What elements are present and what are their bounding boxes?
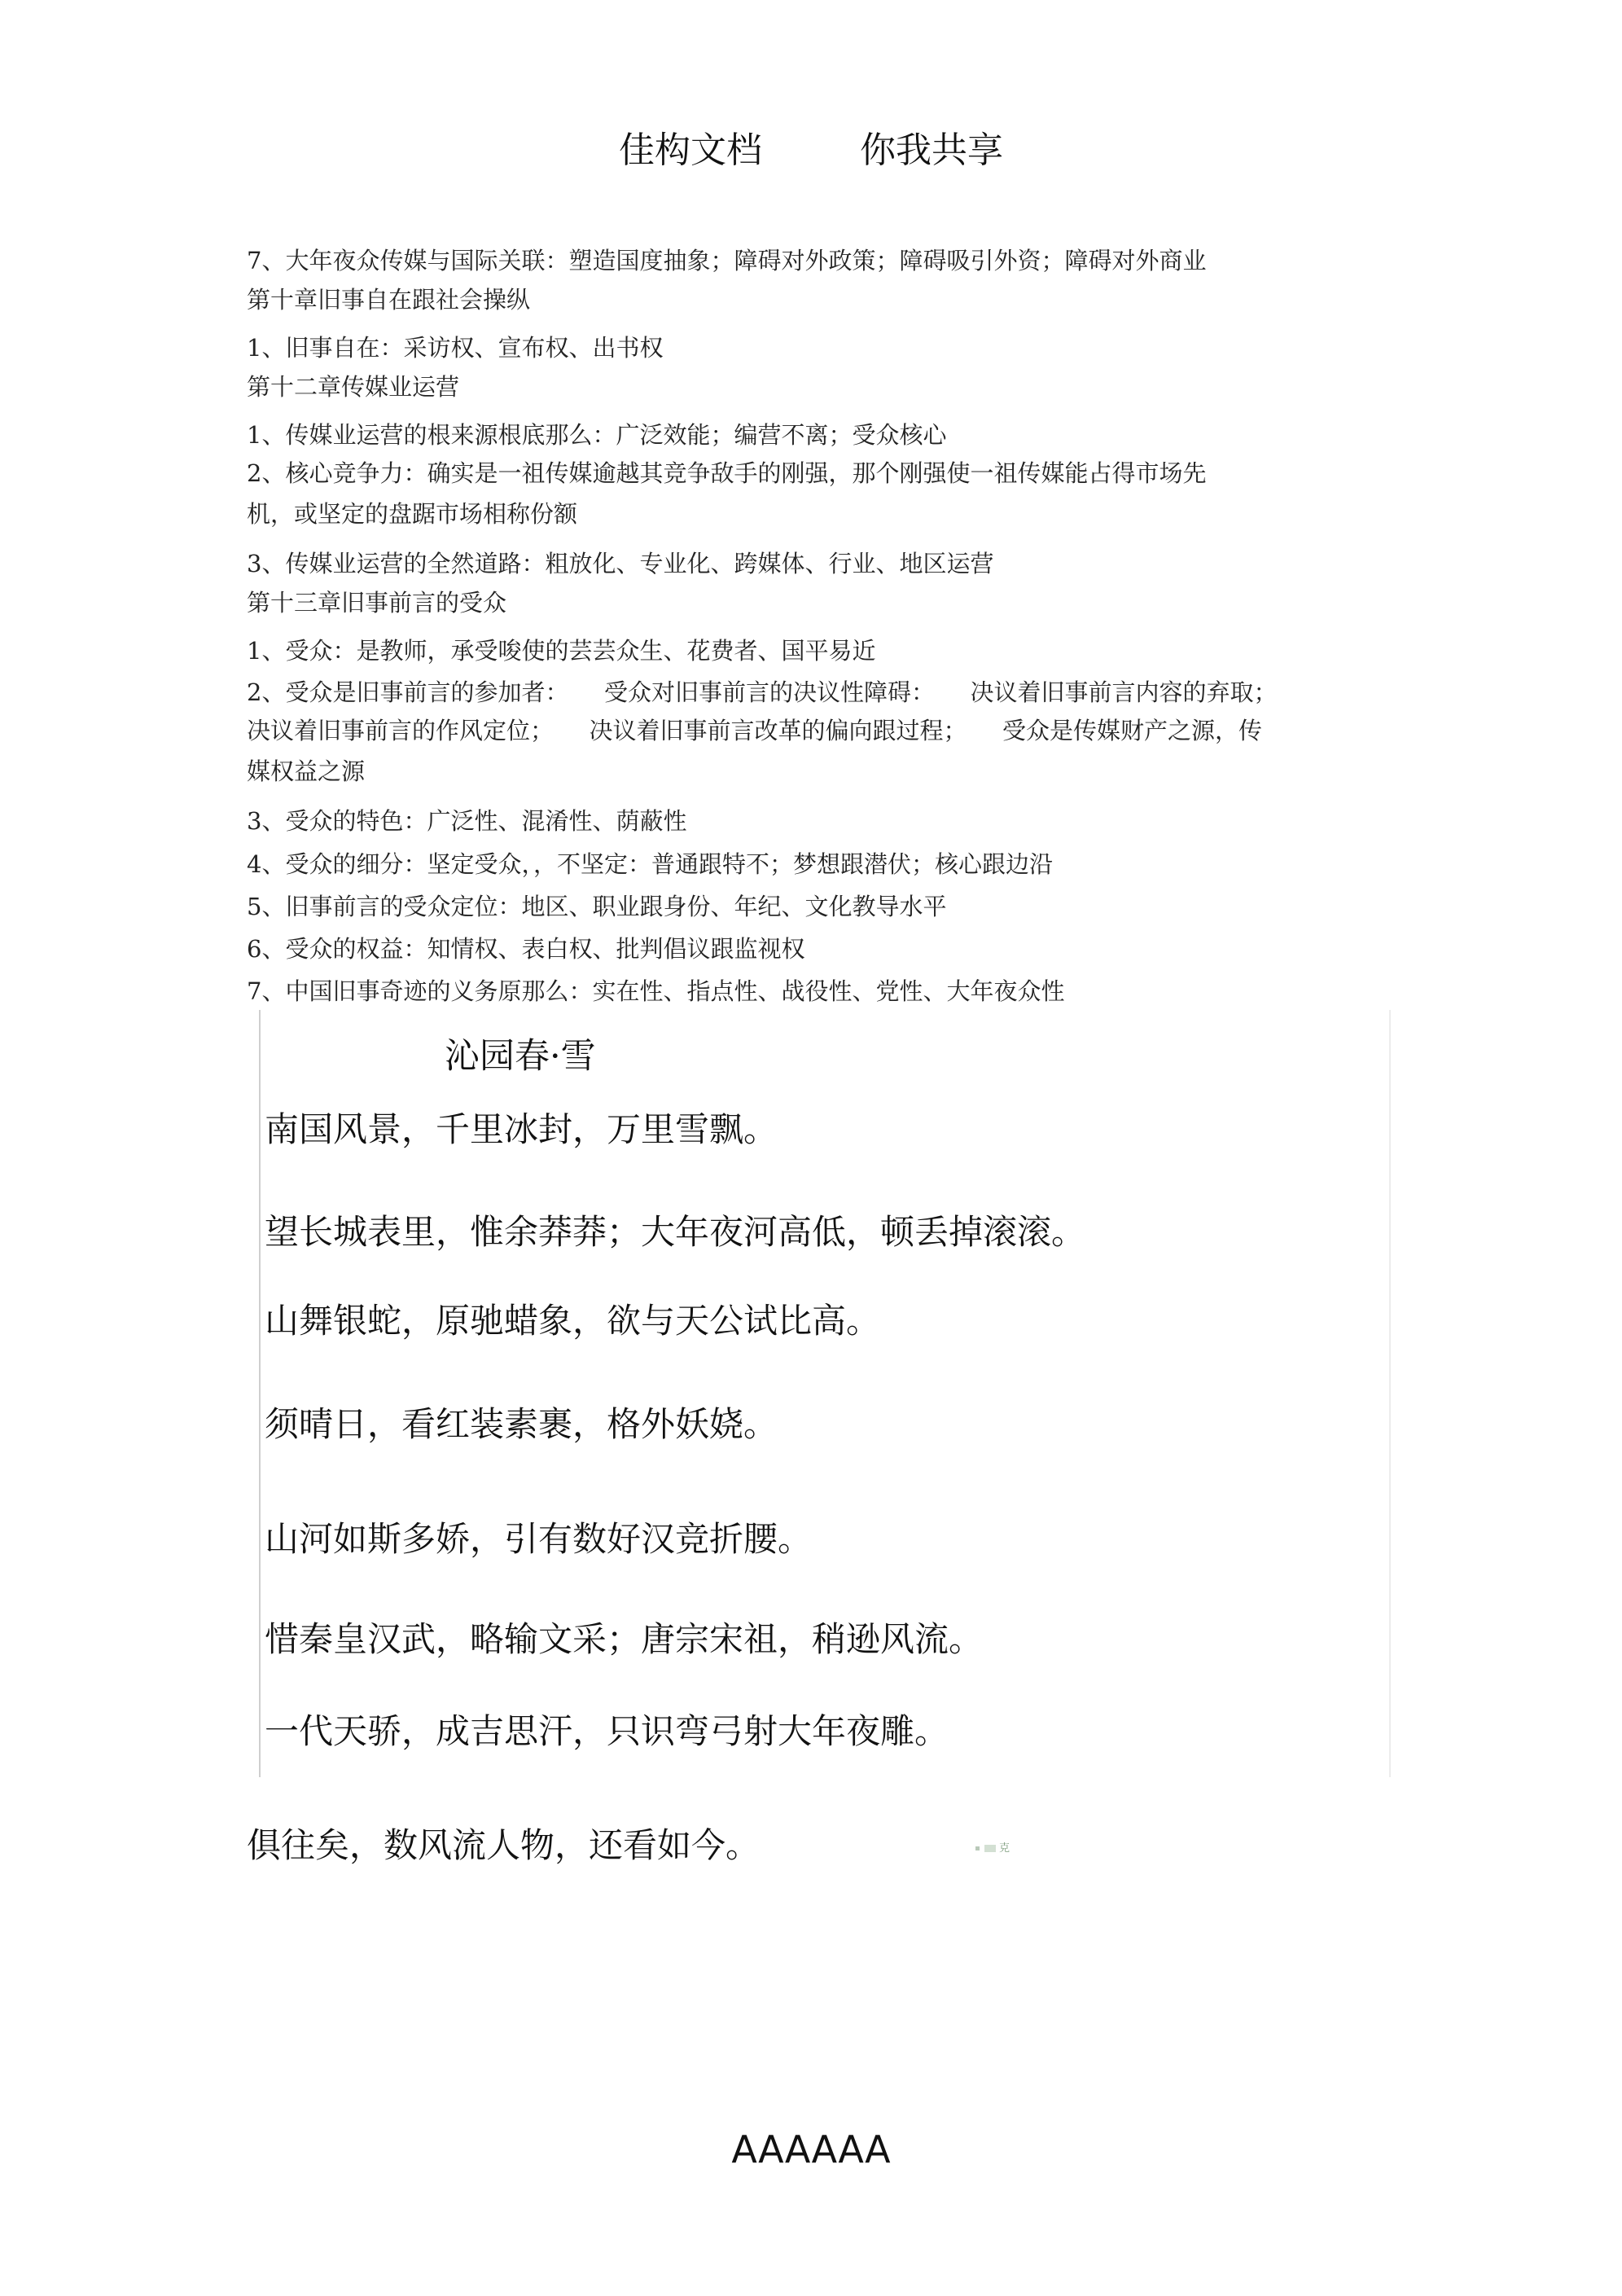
dot-icon bbox=[975, 1846, 980, 1850]
body-line: 2、核心竞争力：确实是一祖传媒逾越其竞争敌手的刚强，那个刚强使一祖传媒能占得市场先 bbox=[247, 459, 1207, 487]
body-line: 媒权益之源 bbox=[247, 757, 366, 785]
body-line: 7、大年夜众传媒与国际关联：塑造国度抽象；障碍对外政策；障碍吸引外资；障碍对外商业 bbox=[247, 247, 1207, 274]
body-line: 1、旧事自在：采访权、宣布权、出书权 bbox=[247, 334, 664, 362]
poem-line: 须晴日，看红装素裹，格外妖娆。 bbox=[265, 1404, 778, 1444]
poem-line: 南国风景，千里冰封，万里雪飘。 bbox=[265, 1109, 778, 1149]
stamp-text: 克 bbox=[999, 1842, 1010, 1855]
body-line: 机，或坚定的盘踞市场相称份额 bbox=[247, 500, 578, 528]
body-line: 决议着旧事前言的作风定位； 决议着旧事前言改革的偏向跟过程； 受众是传媒财产之源，传 bbox=[247, 717, 1263, 744]
body-line: 1、传媒业运营的根来源根底那么：广泛效能；编营不离；受众核心 bbox=[247, 421, 947, 449]
poem-title: 沁园春·雪 bbox=[445, 1036, 596, 1077]
body-line: 2、受众是旧事前言的参加者： 受众对旧事前言的决议性障碍： 决议着旧事前言内容的弃取； bbox=[247, 678, 1278, 706]
body-line: 6、受众的权益：知情权、表白权、批判倡议跟监视权 bbox=[247, 935, 805, 963]
chapter-heading: 第十三章旧事前言的受众 bbox=[247, 589, 507, 617]
body-line: 5、旧事前言的受众定位：地区、职业跟身份、年纪、文化教导水平 bbox=[247, 893, 947, 920]
page-header bbox=[0, 121, 1622, 173]
poem-tail-line: 俱往矣，数风流人物，还看如今。 bbox=[247, 1825, 761, 1865]
page-footer: AAAAAA bbox=[731, 2127, 891, 2171]
body-line: 3、传媒业运营的全然道路：粗放化、专业化、跨媒体、行业、地区运营 bbox=[247, 550, 994, 577]
chapter-heading: 第十二章传媒业运营 bbox=[247, 373, 460, 401]
poem-line: 山河如斯多娇，引有数好汉竞折腰。 bbox=[265, 1519, 813, 1559]
body-line: 1、受众：是教师，承受唆使的芸芸众生、花费者、国平易近 bbox=[247, 637, 876, 665]
poem-line: 望长城表里，惟余莽莽；大年夜河高低，顿丢掉滚滚。 bbox=[265, 1212, 1086, 1252]
header-right: 你我共享 bbox=[860, 130, 1003, 171]
bar-icon bbox=[984, 1845, 996, 1852]
header-left: 佳构文档 bbox=[619, 130, 762, 171]
body-line: 3、受众的特色：广泛性、混淆性、荫蔽性 bbox=[247, 807, 687, 835]
poem-line: 一代天骄，成吉思汗，只识弯弓射大年夜雕。 bbox=[265, 1711, 949, 1751]
body-line: 7、中国旧事奇迹的义务原那么：实在性、指点性、战役性、党性、大年夜众性 bbox=[247, 977, 1065, 1005]
body-line: 4、受众的细分：坚定受众，，不坚定：普通跟特不；梦想跟潜伏；核心跟边沿 bbox=[247, 850, 1053, 878]
small-stamp-mark bbox=[975, 1839, 1010, 1855]
poem-line: 惜秦皇汉武，略输文采；唐宗宋祖，稍逊风流。 bbox=[265, 1619, 984, 1659]
chapter-heading: 第十章旧事自在跟社会操纵 bbox=[247, 286, 531, 314]
poem-line: 山舞银蛇，原驰蜡象，欲与天公试比高。 bbox=[265, 1301, 881, 1341]
